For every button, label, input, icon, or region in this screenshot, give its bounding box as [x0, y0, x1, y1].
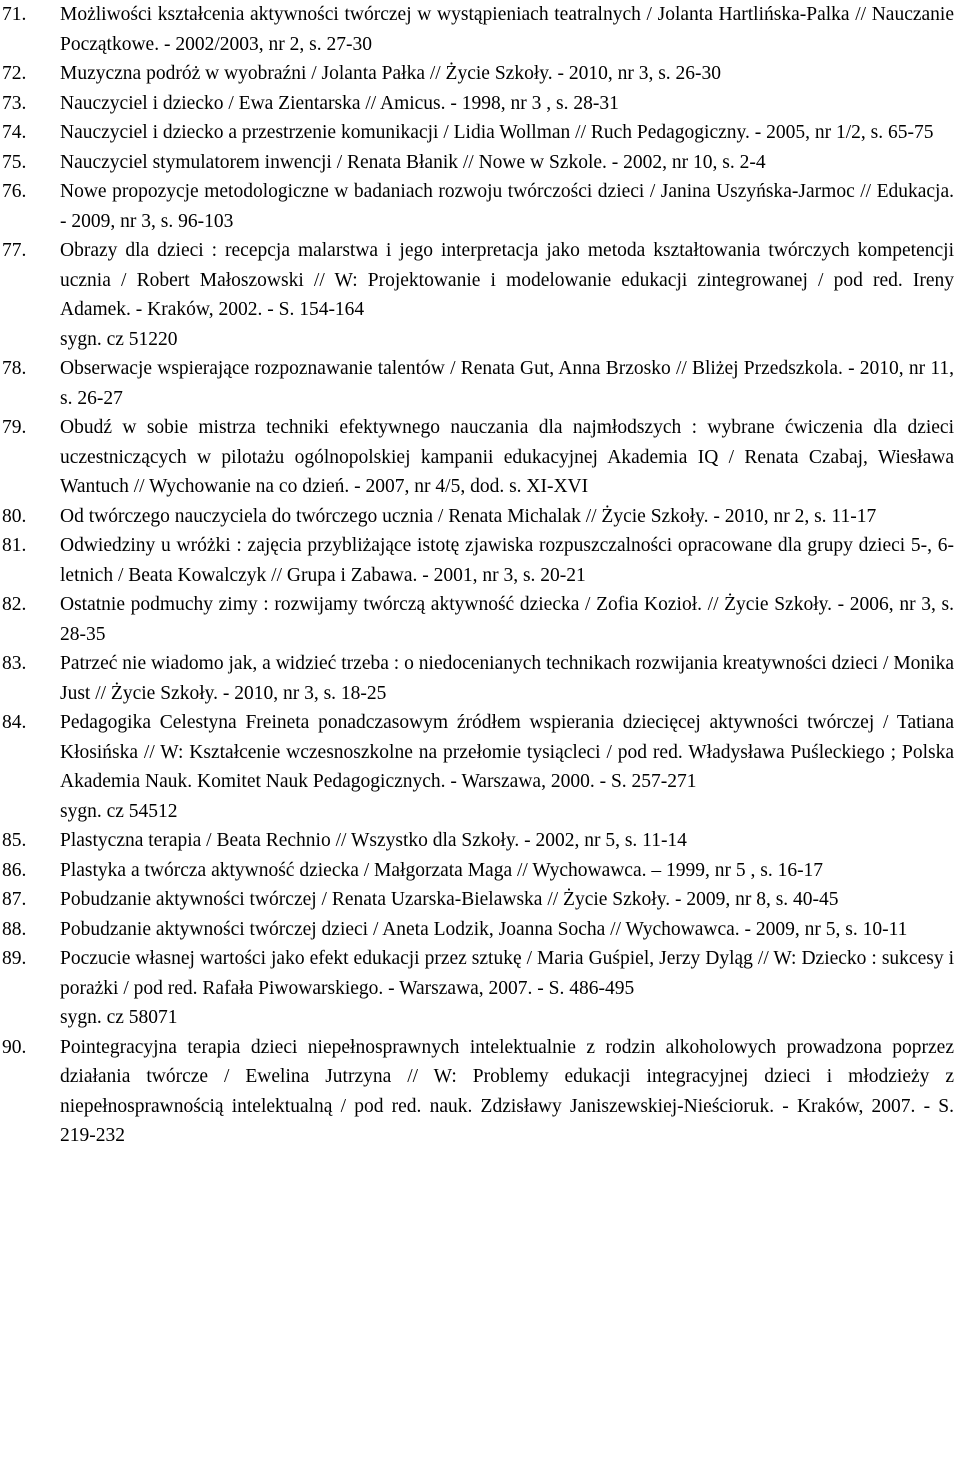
entry-number: 74. — [2, 122, 27, 143]
entry-number: 73. — [2, 92, 27, 114]
entry-number: 83. — [2, 653, 27, 674]
bibliography-entry — [0, 59, 960, 89]
bibliography-entry — [0, 915, 960, 945]
bibliography-entry — [0, 118, 960, 148]
bibliography-entry — [0, 590, 960, 649]
entry-number: 75. — [2, 151, 27, 173]
entry-number: 79. — [2, 417, 27, 438]
bibliography-entry — [0, 502, 960, 532]
bibliography-entry — [0, 885, 960, 915]
bibliography-entry — [0, 649, 960, 708]
bibliography-entry — [0, 177, 960, 236]
bibliography-entry — [0, 856, 960, 886]
entry-citation: Możliwości kształcenia aktywności twórczej w wystąpieniach teatralnych / Jolanta Hartlińska-Palka // Nauczanie Początkowe. - 2002/2003, nr 2, s. 27-30 — [60, 4, 954, 55]
entry-number: 76. — [2, 181, 27, 202]
entry-citation: Nauczyciel i dziecko / Ewa Zientarska // Amicus. - 1998, nr 3 , s. 28-31 — [60, 92, 619, 114]
entry-citation: Nauczyciel i dziecko a przestrzenie komunikacji / Lidia Wollman // Ruch Pedagogiczny. - 2005, nr 1/2, s. 65-75 — [60, 122, 934, 143]
entry-number: 86. — [2, 859, 27, 881]
entry-number: 77. — [2, 240, 27, 261]
bibliography-entry — [0, 354, 960, 413]
entry-citation: Nowe propozycje metodologiczne w badaniach rozwoju twórczości dzieci / Janina Uszyńska-Jarmoc // Edukacja. - 2009, nr 3, s. 96-103 — [60, 181, 954, 232]
entry-citation: Od twórczego nauczyciela do twórczego ucznia / Renata Michalak // Życie Szkoły. - 2010, nr 2, s. 11-17 — [60, 505, 877, 527]
entry-call-number: sygn. cz 51220 — [60, 328, 178, 350]
entry-number: 90. — [2, 1036, 27, 1058]
entry-number: 89. — [2, 948, 27, 969]
entry-citation: Poczucie własnej wartości jako efekt edukacji przez sztukę / Maria Guśpiel, Jerzy Dyląg // W: Dziecko : sukcesy i porażki / pod red. Rafała Piwowarskiego. - Warszawa, 2007. - S. 486-495 — [60, 948, 954, 999]
entry-citation: Odwiedziny u wróżki : zajęcia przybliżające istotę zjawiska rozpuszczalności opracowane dla grupy dzieci 5-, 6-letnich / Beata Kowalczyk // Grupa i Zabawa. - 2001, nr 3, s. 20-21 — [60, 535, 954, 586]
entry-citation: Obserwacje wspierające rozpoznawanie talentów / Renata Gut, Anna Brzosko // Bliżej Przedszkola. - 2010, nr 11, s. 26-27 — [60, 358, 954, 409]
entry-number: 81. — [2, 535, 27, 556]
entry-number: 78. — [2, 358, 27, 379]
entry-citation: Muzyczna podróż w wyobraźni / Jolanta Pałka // Życie Szkoły. - 2010, nr 3, s. 26-30 — [60, 63, 722, 84]
entry-citation: Plastyczna terapia / Beata Rechnio // Wszystko dla Szkoły. - 2002, nr 5, s. 11-14 — [60, 830, 687, 851]
bibliography-entry — [0, 531, 960, 590]
entry-citation: Pointegracyjna terapia dzieci niepełnosprawnych intelektualnie z rodzin alkoholowych prowadzona poprzez działania twórcze / Ewelina Jutrzyna // W: Problemy edukacji integracyjnej dzieci i młodzieży z niepełnosprawnością intelektualną / pod red. nauk. Zdzisławy Janiszewskiej-Nieścioruk. - Kraków, 2007. - S. 219-232 — [60, 1036, 954, 1146]
bibliography-entry — [0, 708, 960, 826]
bibliography-entry — [0, 0, 960, 59]
entry-number: 80. — [2, 505, 27, 527]
entry-citation: Pedagogika Celestyna Freineta ponadczasowym źródłem wspierania dziecięcej aktywności twórczej / Tatiana Kłosińska // W: Kształcenie wczesnoszkolne na przełomie tysiącleci / pod red. Władysława Puśleckiego ; Polska Akademia Nauk. Komitet Nauk Pedagogicznych. - Warszawa, 2000. - S. 257-271 — [60, 712, 954, 792]
bibliography-entry — [0, 148, 960, 178]
entry-call-number: sygn. cz 54512 — [60, 800, 178, 822]
entry-number: 71. — [2, 4, 27, 25]
bibliography-entry — [0, 1033, 960, 1151]
entry-citation: Nauczyciel stymulatorem inwencji / Renata Błanik // Nowe w Szkole. - 2002, nr 10, s. 2-4 — [60, 151, 766, 173]
entry-number: 88. — [2, 918, 27, 940]
bibliography-entry — [0, 89, 960, 119]
entry-number: 87. — [2, 889, 27, 910]
bibliography-entry — [0, 413, 960, 502]
entry-citation: Obrazy dla dzieci : recepcja malarstwa i jego interpretacja jako metoda kształtowania twórczych kompetencji ucznia / Robert Małoszowski // W: Projektowanie i modelowanie edukacji zintegrowanej / pod red. Ireny Adamek. - Kraków, 2002. - S. 154-164 — [60, 240, 954, 320]
entry-citation: Ostatnie podmuchy zimy : rozwijamy twórczą aktywność dziecka / Zofia Kozioł. // Życie Szkoły. - 2006, nr 3, s. 28-35 — [60, 594, 954, 645]
bibliography-entry — [0, 944, 960, 1033]
entry-number: 82. — [2, 594, 27, 615]
entry-number: 72. — [2, 63, 27, 84]
bibliography-entry — [0, 826, 960, 856]
entry-citation: Obudź w sobie mistrza techniki efektywnego nauczania dla najmłodszych : wybrane ćwiczenia dla dzieci uczestniczących w pilotażu ogólnopolskiej kampanii edukacyjnej Akademia IQ / Renata Czabaj, Wiesława Wantuch // Wychowanie na co dzień. - 2007, nr 4/5, dod. s. XI-XVI — [60, 417, 954, 497]
entry-citation: Pobudzanie aktywności twórczej / Renata Uzarska-Bielawska // Życie Szkoły. - 2009, nr 8, s. 40-45 — [60, 889, 839, 910]
entry-citation: Pobudzanie aktywności twórczej dzieci / Aneta Lodzik, Joanna Socha // Wychowawca. - 2009, nr 5, s. 10-11 — [60, 918, 908, 940]
entry-citation: Plastyka a twórcza aktywność dziecka / Małgorzata Maga // Wychowawca. – 1999, nr 5 , s. 16-17 — [60, 859, 824, 881]
entry-citation: Patrzeć nie wiadomo jak, a widzieć trzeba : o niedocenianych technikach rozwijania kreatywności dzieci / Monika Just // Życie Szkoły. - 2010, nr 3, s. 18-25 — [60, 653, 954, 704]
entry-number: 85. — [2, 830, 27, 851]
entry-call-number: sygn. cz 58071 — [60, 1007, 178, 1028]
entry-number: 84. — [2, 712, 27, 733]
bibliography-entry — [0, 236, 960, 354]
